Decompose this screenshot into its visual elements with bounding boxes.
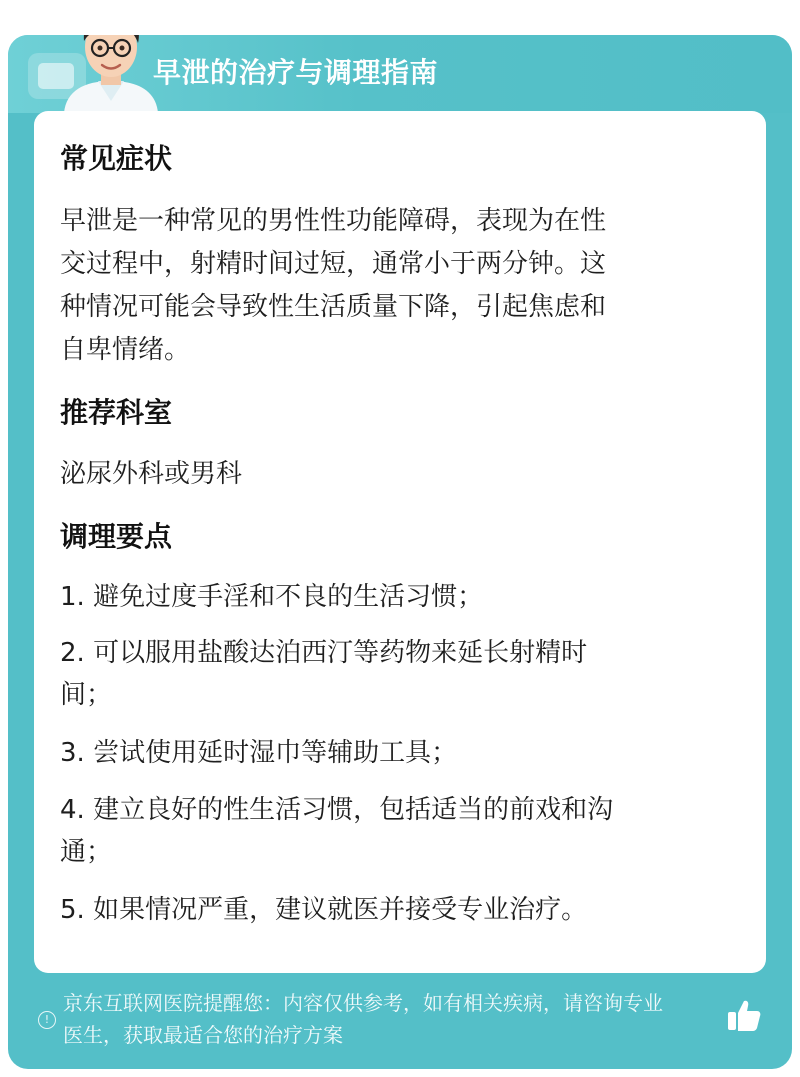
symptoms-line-2: 交过程中，射精时间过短，通常小于两分钟。这 xyxy=(60,249,607,279)
symptoms-line-4: 自卑情绪。 xyxy=(60,335,191,365)
doctor-avatar xyxy=(56,35,166,113)
footer-text xyxy=(63,987,733,1051)
symptoms-line-1: 早泄是一种常见的男性性功能障碍，表现为在性 xyxy=(60,206,607,236)
department-title: 推荐科室 xyxy=(60,396,173,429)
department-text: 泌尿外科或男科 xyxy=(60,459,243,489)
tip-item-3 xyxy=(60,732,732,774)
tip-text: 如果情况严重，建议就医并接受专业治疗。 xyxy=(93,895,588,925)
tip-item-4 xyxy=(60,789,732,831)
tip-number: 3. xyxy=(60,738,85,768)
tip-text: 建立良好的性生活习惯，包括适当的前戏和沟 xyxy=(93,795,614,825)
tip-number: 2. xyxy=(60,638,85,668)
footer-line-1: 京东互联网医院提醒您：内容仅供参考，如有相关疾病，请咨询专业 xyxy=(63,991,663,1015)
footer-line-2: 医生，获取最适合您的治疗方案 xyxy=(63,1023,343,1047)
symptoms-line-3: 种情况可能会导致性生活质量下降，引起焦虑和 xyxy=(60,292,607,322)
tip-number: 5. xyxy=(60,895,85,925)
footer-disclaimer xyxy=(8,985,792,1069)
tips-title: 调理要点 xyxy=(60,520,173,553)
tip-text: 可以服用盐酸达泊西汀等药物来延长射精时 xyxy=(93,638,588,668)
guide-card xyxy=(8,35,792,1069)
content-card xyxy=(34,111,766,973)
thumbs-up-icon[interactable] xyxy=(724,995,764,1035)
symptoms-title: 常见症状 xyxy=(60,142,173,175)
tip-text: 避免过度手淫和不良的生活习惯； xyxy=(93,582,484,612)
tip-item-5 xyxy=(60,889,732,931)
tip-number: 1. xyxy=(60,582,85,612)
tip-item-1 xyxy=(60,576,732,618)
tip-item-2-cont: 间； xyxy=(60,680,113,710)
page-title: 早泄的治疗与调理指南 xyxy=(153,56,439,89)
tip-number: 4. xyxy=(60,795,85,825)
tip-item-2 xyxy=(60,632,732,674)
info-icon: ! xyxy=(38,1011,56,1029)
tip-item-4-cont: 通； xyxy=(60,837,113,867)
tip-text: 尝试使用延时湿巾等辅助工具； xyxy=(93,738,458,768)
